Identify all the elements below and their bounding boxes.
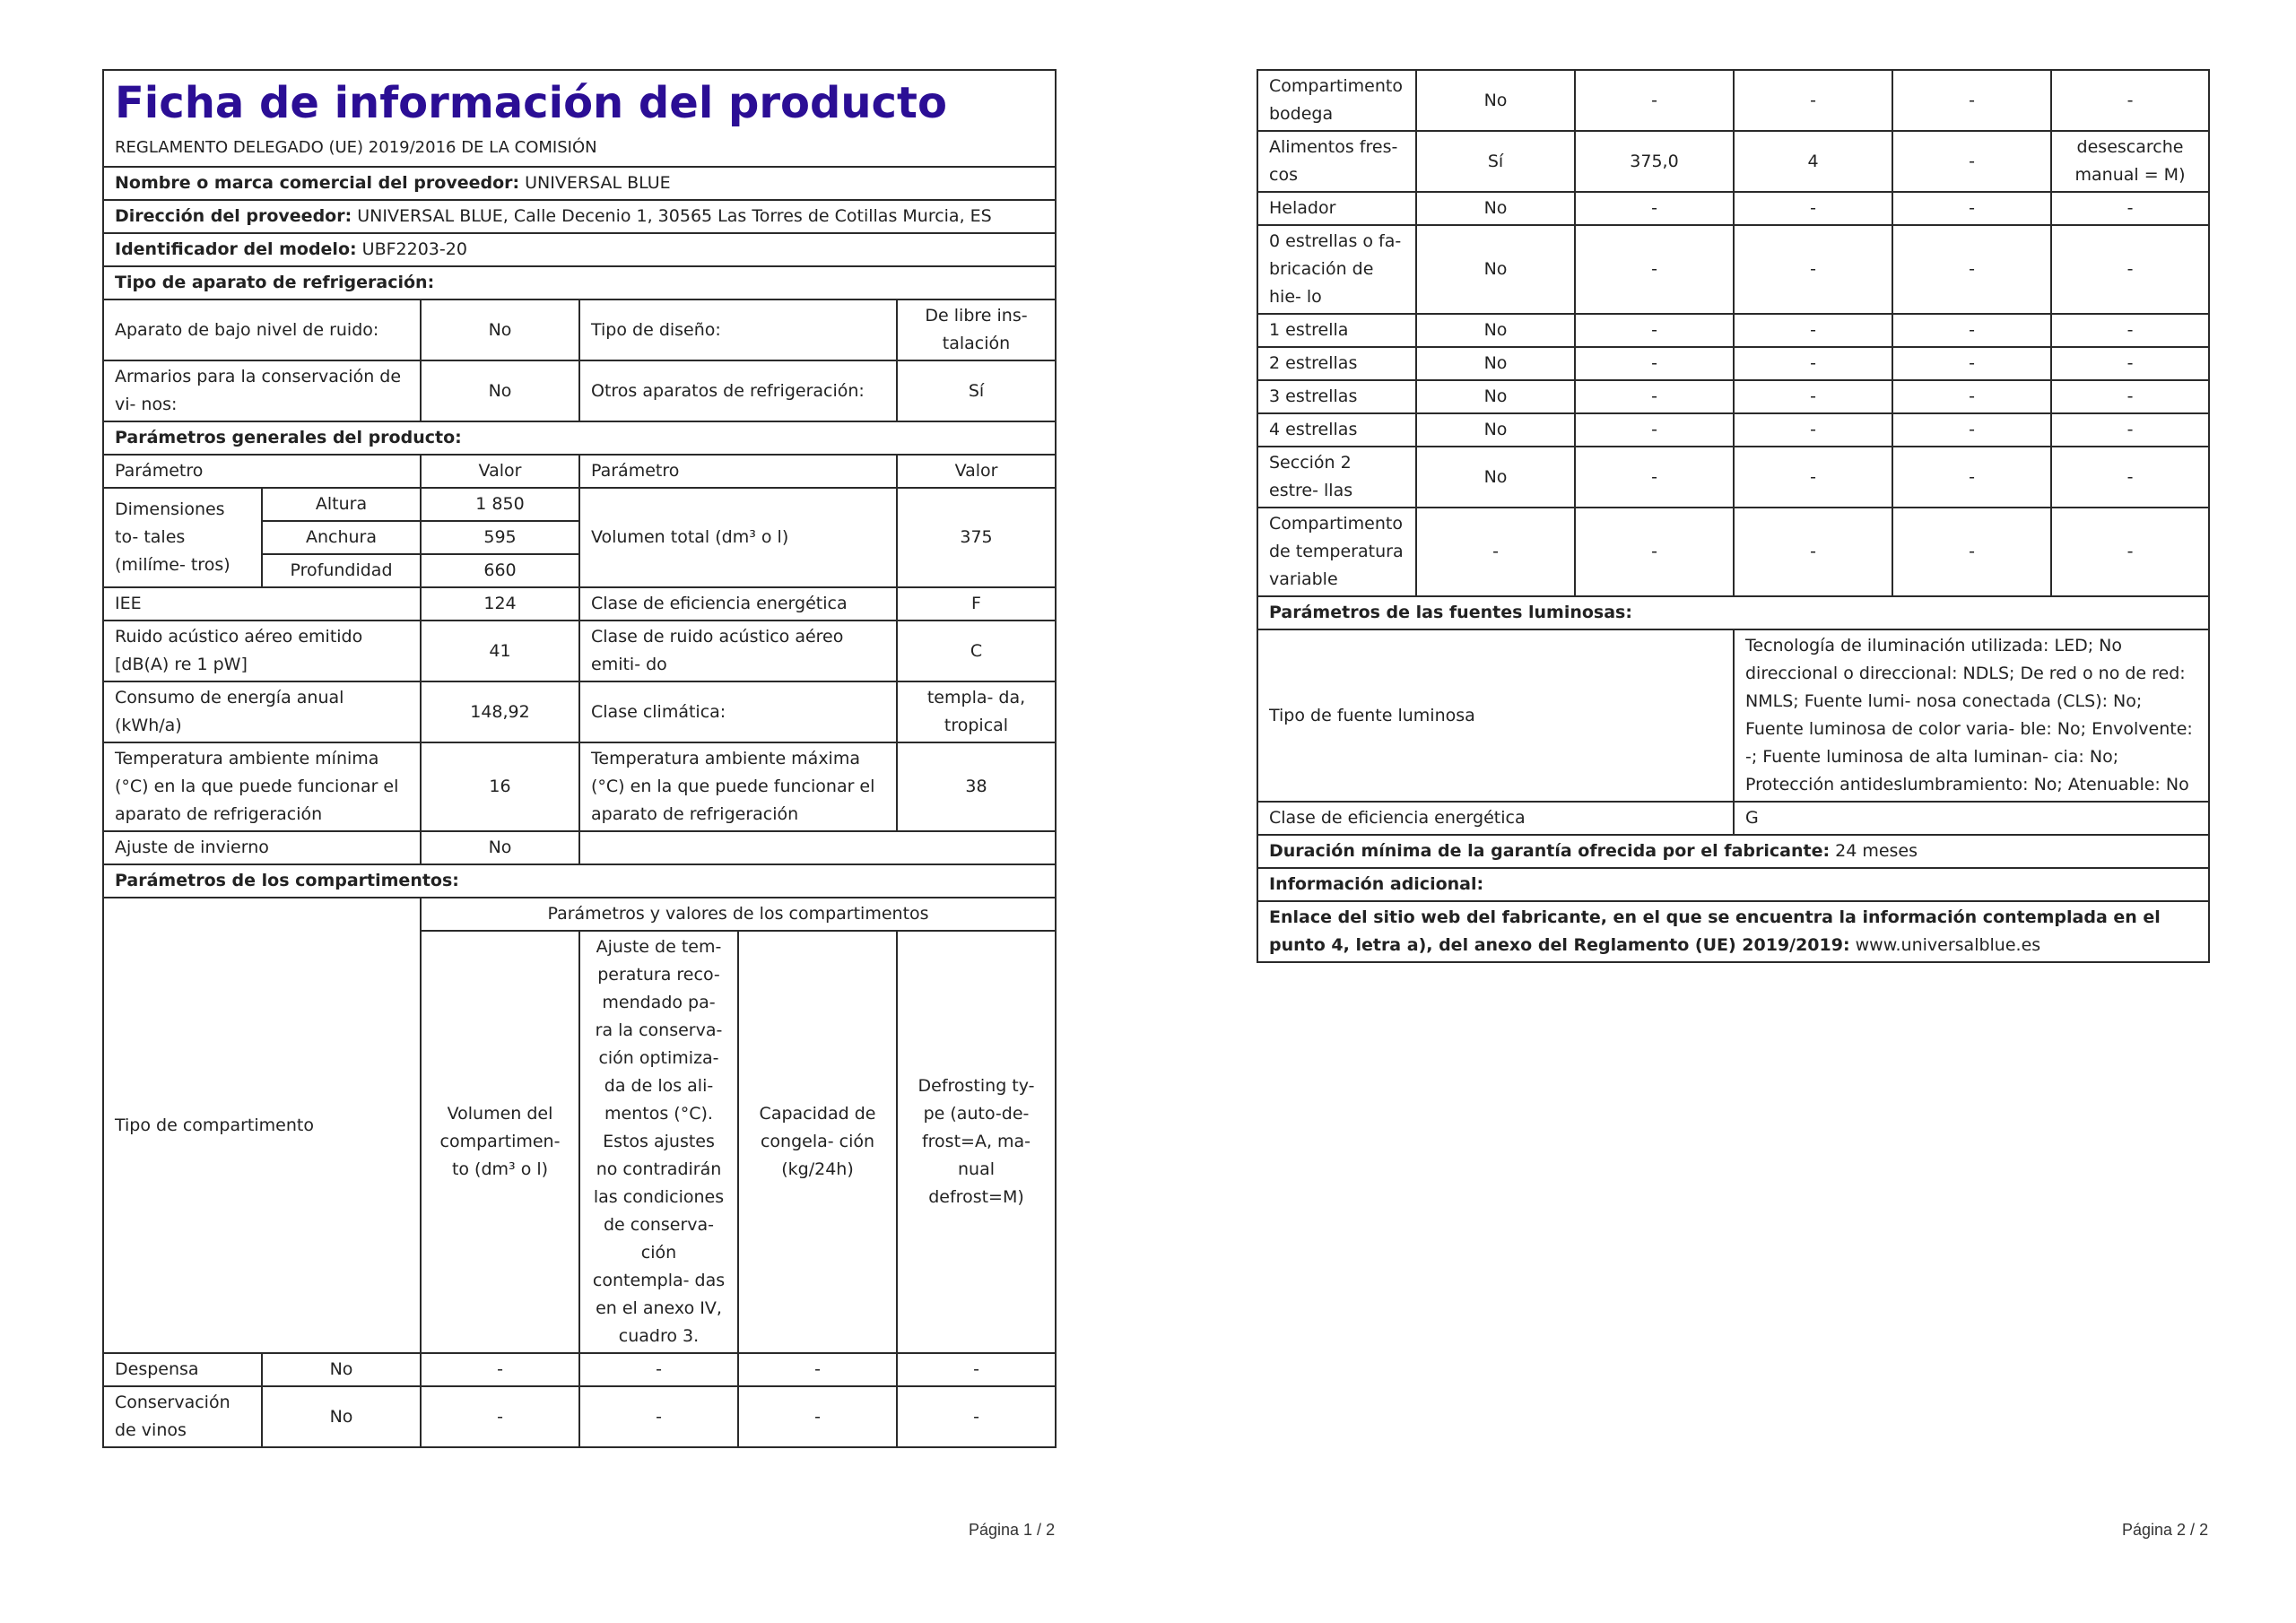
compartment-defrost: - — [897, 1353, 1056, 1386]
compartment-name: 3 estrellas — [1257, 380, 1416, 413]
compartment-defrost: desescarche manual = M) — [2051, 131, 2209, 192]
dimensions-label: Dimensiones to- tales (milíme- tros) — [103, 488, 262, 587]
compartment-params-heading-text: Parámetros de los compartimentos: — [115, 871, 459, 890]
appliance-type-heading-text: Tipo de aparato de refrigeración: — [115, 273, 435, 292]
model-label: Identificador del modelo: — [115, 239, 357, 259]
general-params-heading — [103, 421, 1056, 455]
energy-class-value: F — [897, 587, 1056, 621]
regulation-text: REGLAMENTO DELEGADO (UE) 2019/2016 DE LA COMISIÓN — [115, 138, 597, 157]
eei-label: IEE — [103, 587, 421, 621]
website-value: www.universalblue.es — [1855, 935, 2041, 955]
compartment-temp: - — [1734, 508, 1892, 596]
compartment-temp: - — [1734, 380, 1892, 413]
winter-value: No — [421, 831, 579, 864]
light-heading — [1257, 596, 2209, 629]
compartment-defrost: - — [897, 1386, 1056, 1447]
compartment-rows — [1257, 70, 2209, 596]
warranty-row — [1257, 835, 2209, 868]
supplier-label: Nombre o marca comercial del proveedor: — [115, 173, 520, 193]
wine-cabinets-label: Armarios para la conservación de vi- nos: — [103, 360, 421, 421]
compartment-present: No — [1416, 314, 1575, 347]
compartment-name: Despensa — [103, 1353, 262, 1386]
height-label: Altura — [262, 488, 421, 521]
compartment-present: No — [262, 1353, 421, 1386]
compartment-freezing: - — [1892, 314, 2051, 347]
compartment-name: Alimentos fres- cos — [1257, 131, 1416, 192]
climate-class-label: Clase climática: — [579, 681, 897, 742]
page-title: Ficha de información del producto — [115, 78, 947, 128]
compartment-type-label: Tipo de compartimento — [103, 898, 421, 1353]
compartment-volume: - — [1575, 380, 1734, 413]
compartment-volume: - — [1575, 508, 1734, 596]
other-appliances-value: Sí — [897, 360, 1056, 421]
address-value: UNIVERSAL BLUE, Calle Decenio 1, 30565 Las Torres de Cotillas Murcia, ES — [357, 206, 992, 226]
winter-label: Ajuste de invierno — [103, 831, 421, 864]
table-row — [1257, 192, 2209, 225]
table-row — [1257, 314, 2209, 347]
compartment-freezing: - — [1892, 380, 2051, 413]
table-row — [1257, 380, 2209, 413]
compartment-freezing: - — [1892, 70, 2051, 131]
supplier-value: UNIVERSAL BLUE — [525, 173, 671, 193]
noise-value: 41 — [421, 621, 579, 681]
table-row — [103, 1386, 1056, 1447]
compartment-present: No — [1416, 347, 1575, 380]
comp-col-freezing: Capacidad de congela- ción (kg/24h) — [738, 931, 897, 1353]
page-2 — [1257, 69, 2208, 963]
light-heading-text: Parámetros de las fuentes luminosas: — [1269, 603, 1632, 622]
compartment-present: - — [1416, 508, 1575, 596]
model-row — [103, 233, 1056, 266]
compartment-name: Helador — [1257, 192, 1416, 225]
compartment-volume: - — [1575, 225, 1734, 314]
compartment-volume: - — [1575, 192, 1734, 225]
compartment-name: Compartimento de temperatura variable — [1257, 508, 1416, 596]
table-row — [103, 1353, 1056, 1386]
col-value-header: Valor — [421, 455, 579, 488]
compartment-volume: - — [421, 1353, 579, 1386]
table-row — [1257, 347, 2209, 380]
compartment-present: No — [1416, 447, 1575, 508]
compartment-volume: - — [1575, 413, 1734, 447]
compartments-continued-table — [1257, 69, 2210, 963]
col-param-header-2: Parámetro — [579, 455, 897, 488]
other-appliances-label: Otros aparatos de refrigeración: — [579, 360, 897, 421]
annual-energy-value: 148,92 — [421, 681, 579, 742]
compartment-defrost: - — [2051, 347, 2209, 380]
compartment-defrost: - — [2051, 70, 2209, 131]
page-number-1: Página 1 / 2 — [969, 1521, 1056, 1539]
table-row — [1257, 225, 2209, 314]
compartment-temp: - — [1734, 413, 1892, 447]
compartment-present: No — [1416, 70, 1575, 131]
additional-info-label: Información adicional: — [1269, 874, 1484, 894]
width-value: 595 — [421, 521, 579, 554]
header-cell — [103, 70, 1056, 167]
website-label: Enlace del sitio web del fabricante, en el que se encuentra la información contemplada en el punto 4, letra a), del anexo del Reglamento (UE) 2019/2019: — [1269, 907, 2161, 955]
compartment-temp: - — [1734, 347, 1892, 380]
compartment-temp: - — [579, 1386, 738, 1447]
depth-value: 660 — [421, 554, 579, 587]
compartment-name: 0 estrellas o fa- bricación de hie- lo — [1257, 225, 1416, 314]
compartment-name: Sección 2 estre- llas — [1257, 447, 1416, 508]
compartment-volume: - — [1575, 314, 1734, 347]
max-temp-label: Temperatura ambiente máxima (°C) en la que puede funcionar el aparato de refrigeración — [579, 742, 897, 831]
comp-col-volume: Volumen del compartimen- to (dm³ o l) — [421, 931, 579, 1353]
noise-class-label: Clase de ruido acústico aéreo emiti- do — [579, 621, 897, 681]
noise-class-value: C — [897, 621, 1056, 681]
compartment-freezing: - — [738, 1386, 897, 1447]
height-value: 1 850 — [421, 488, 579, 521]
table-row — [1257, 70, 2209, 131]
compartment-freezing: - — [1892, 447, 2051, 508]
compartment-freezing: - — [1892, 347, 2051, 380]
compartment-defrost: - — [2051, 314, 2209, 347]
total-volume-value: 375 — [897, 488, 1056, 587]
model-value: UBF2203-20 — [361, 239, 467, 259]
compartment-name: 1 estrella — [1257, 314, 1416, 347]
compartment-freezing: - — [1892, 192, 2051, 225]
compartment-freezing: - — [1892, 225, 2051, 314]
page-number-2: Página 2 / 2 — [2122, 1521, 2209, 1539]
design-type-label: Tipo de diseño: — [579, 299, 897, 360]
light-class-value: G — [1734, 802, 2209, 835]
product-info-table — [102, 69, 1057, 1448]
min-temp-label: Temperatura ambiente mínima (°C) en la que puede funcionar el aparato de refrigeración — [103, 742, 421, 831]
compartment-volume: - — [1575, 347, 1734, 380]
compartment-present: No — [1416, 380, 1575, 413]
compartment-freezing: - — [1892, 413, 2051, 447]
compartment-present: Sí — [1416, 131, 1575, 192]
compartment-present: No — [1416, 192, 1575, 225]
compartment-freezing: - — [1892, 508, 2051, 596]
compartment-temp: - — [1734, 314, 1892, 347]
comp-col-temp: Ajuste de tem- peratura reco- mendado pa- ra la conserva- ción optimiza- da de los ali- mentos (°C). Estos ajustes no contradirán las condiciones de conserva- ción contempla- das en el anexo IV, cuadro 3. — [579, 931, 738, 1353]
max-temp-value: 38 — [897, 742, 1056, 831]
annual-energy-label: Consumo de energía anual (kWh/a) — [103, 681, 421, 742]
compartment-present: No — [1416, 225, 1575, 314]
compartment-name: Compartimento bodega — [1257, 70, 1416, 131]
appliance-type-heading — [103, 266, 1056, 299]
comp-col-defrost: Defrosting ty- pe (auto-de- frost=A, ma- nual defrost=M) — [897, 931, 1056, 1353]
website-row — [1257, 901, 2209, 962]
light-class-label: Clase de eficiencia energética — [1257, 802, 1734, 835]
compartment-temp: 4 — [1734, 131, 1892, 192]
table-row — [1257, 447, 2209, 508]
eei-value: 124 — [421, 587, 579, 621]
min-temp-value: 16 — [421, 742, 579, 831]
compartment-defrost: - — [2051, 192, 2209, 225]
general-params-heading-text: Parámetros generales del producto: — [115, 428, 462, 447]
compartment-temp: - — [1734, 447, 1892, 508]
warranty-label: Duración mínima de la garantía ofrecida por el fabricante: — [1269, 841, 1831, 861]
wine-cabinets-value: No — [421, 360, 579, 421]
compartment-defrost: - — [2051, 508, 2209, 596]
compartment-defrost: - — [2051, 380, 2209, 413]
width-label: Anchura — [262, 521, 421, 554]
compartment-volume: - — [1575, 447, 1734, 508]
col-param-header: Parámetro — [103, 455, 421, 488]
compartment-present: No — [1416, 413, 1575, 447]
compartment-temp: - — [1734, 192, 1892, 225]
table-row — [1257, 508, 2209, 596]
total-volume-label: Volumen total (dm³ o l) — [579, 488, 897, 587]
compartment-volume: 375,0 — [1575, 131, 1734, 192]
compartment-name: Conservación de vinos — [103, 1386, 262, 1447]
table-row — [1257, 131, 2209, 192]
compartment-present: No — [262, 1386, 421, 1447]
compartment-temp: - — [1734, 70, 1892, 131]
page-1 — [102, 69, 1055, 1448]
energy-class-label: Clase de eficiencia energética — [579, 587, 897, 621]
compartment-defrost: - — [2051, 447, 2209, 508]
compartment-group-header: Parámetros y valores de los compartimentos — [421, 898, 1056, 931]
supplier-row — [103, 167, 1056, 200]
compartment-defrost: - — [2051, 413, 2209, 447]
compartment-defrost: - — [2051, 225, 2209, 314]
low-noise-value: No — [421, 299, 579, 360]
compartment-volume: - — [421, 1386, 579, 1447]
compartment-params-heading — [103, 864, 1056, 898]
table-row — [1257, 413, 2209, 447]
light-type-value: Tecnología de iluminación utilizada: LED; No direccional o direccional: NDLS; De red o no de red: NMLS; Fuente lumi- nosa conectada (CLS): No; Fuente luminosa de color varia- ble: No; Envolvente: -; Fuente luminosa de alta luminan- cia: No; Protección antideslumbramiento: No; Atenuable: No — [1734, 629, 2209, 802]
compartment-temp: - — [1734, 225, 1892, 314]
empty-cell — [579, 831, 1056, 864]
address-row — [103, 200, 1056, 233]
compartment-volume: - — [1575, 70, 1734, 131]
compartment-temp: - — [579, 1353, 738, 1386]
low-noise-label: Aparato de bajo nivel de ruido: — [103, 299, 421, 360]
compartment-name: 2 estrellas — [1257, 347, 1416, 380]
design-type-value: De libre ins- talación — [897, 299, 1056, 360]
warranty-value: 24 meses — [1835, 841, 1918, 861]
compartment-name: 4 estrellas — [1257, 413, 1416, 447]
col-value-header-2: Valor — [897, 455, 1056, 488]
light-type-label: Tipo de fuente luminosa — [1257, 629, 1734, 802]
compartment-freezing: - — [1892, 131, 2051, 192]
noise-label: Ruido acústico aéreo emitido [dB(A) re 1 pW] — [103, 621, 421, 681]
climate-class-value: templa- da, tropical — [897, 681, 1056, 742]
depth-label: Profundidad — [262, 554, 421, 587]
additional-info-row — [1257, 868, 2209, 901]
compartment-freezing: - — [738, 1353, 897, 1386]
address-label: Dirección del proveedor: — [115, 206, 352, 226]
